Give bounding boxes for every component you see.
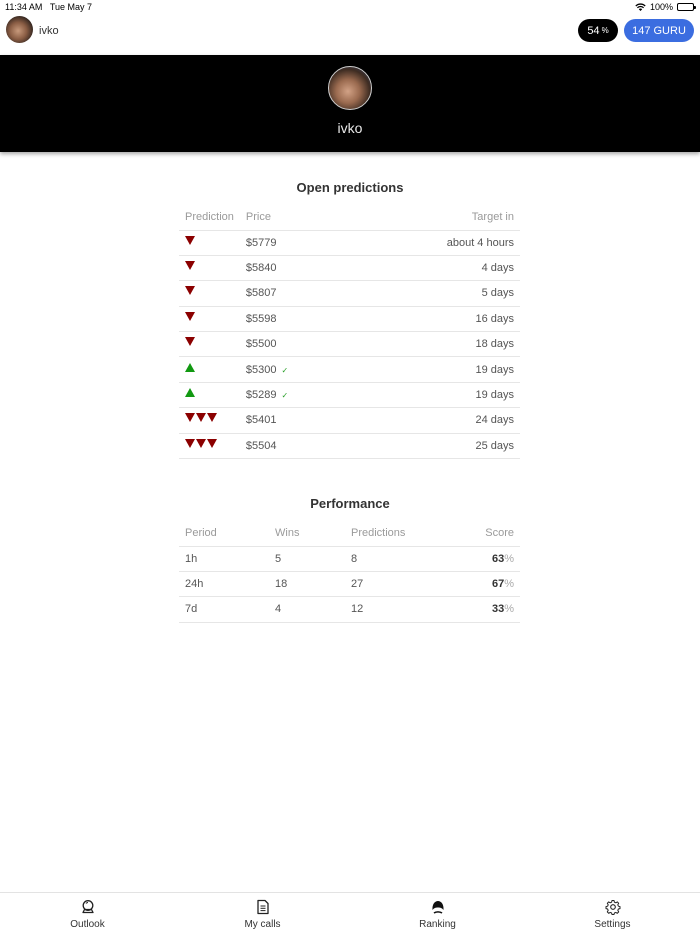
tab-bar [0,892,700,934]
price-cell [240,306,354,331]
price-value: $5807 [245,287,277,300]
open-predictions-title: Open predictions [296,180,404,195]
price-value: $5500 [245,338,277,351]
tab-label: My calls [244,919,281,930]
prediction-direction [179,332,240,357]
status-time: 11:34 AM Tue May 7 [5,2,93,12]
price-value: $5300 [245,363,277,376]
table-row[interactable] [179,408,520,433]
column-header: Prediction [179,205,240,230]
score-cell [453,597,520,622]
status-right [635,2,694,12]
price-cell [240,433,354,458]
status-bar [0,0,700,14]
table-row[interactable] [179,255,520,280]
performance-title: Performance [310,496,390,511]
target-cell: 19 days [354,357,520,382]
target-cell: 25 days [354,433,520,458]
open-predictions-table [179,205,520,459]
arrow-down-icon [207,413,217,422]
tab-ranking[interactable] [350,893,525,934]
price-value: $5289 [245,389,277,402]
price-value: $5779 [245,236,277,249]
prediction-direction [179,382,240,407]
period-cell: 7d [179,597,269,622]
prediction-direction [179,281,240,306]
table-row [179,597,520,622]
profile-avatar [328,66,372,110]
table-row[interactable] [179,306,520,331]
arrow-down-icon [196,413,206,422]
price-cell [240,281,354,306]
top-nav [0,14,700,48]
period-cell: 24h [179,571,269,596]
column-header: Target in [354,205,520,230]
predictions-cell: 27 [345,571,453,596]
arrow-down-icon [185,286,195,295]
score-unit: % [504,603,514,616]
target-cell: 4 days [354,255,520,280]
crystal-ball-icon [80,899,96,915]
prediction-direction [179,357,240,382]
table-row[interactable] [179,433,520,458]
tab-settings[interactable] [525,893,700,934]
column-header: Predictions [345,521,453,546]
arrow-up-icon [185,363,195,372]
column-header: Price [240,205,354,230]
price-value: $5840 [245,262,277,275]
target-cell: 19 days [354,382,520,407]
battery-icon [677,3,694,11]
prediction-direction [179,306,240,331]
tab-label: Ranking [419,919,456,930]
score-cell [453,546,520,571]
check-icon: ✓ [281,391,289,401]
tab-outlook[interactable] [0,893,175,934]
target-cell: 16 days [354,306,520,331]
target-cell: 5 days [354,281,520,306]
prediction-direction [179,230,240,255]
score-value: 33 [491,603,505,616]
prediction-direction [179,433,240,458]
table-row [179,571,520,596]
profile-header [0,55,700,152]
score-unit: % [504,552,514,565]
table-row[interactable] [179,357,520,382]
document-list-icon [255,899,271,915]
target-cell: about 4 hours [354,230,520,255]
wins-cell: 5 [269,546,345,571]
tab-my-calls[interactable] [175,893,350,934]
period-cell: 1h [179,546,269,571]
arrow-up-icon [185,388,195,397]
table-row[interactable] [179,382,520,407]
score-unit: % [504,578,514,591]
price-value: $5504 [245,439,277,452]
column-header: Score [453,521,520,546]
arrow-down-icon [185,337,195,346]
table-row[interactable] [179,332,520,357]
arrow-down-icon [185,261,195,270]
price-value: $5598 [245,312,277,325]
wins-cell: 18 [269,571,345,596]
target-cell: 24 days [354,408,520,433]
accuracy-value: 54 [587,24,600,37]
predictions-cell: 8 [345,546,453,571]
wifi-icon [635,3,646,11]
table-row[interactable] [179,230,520,255]
price-value: $5401 [245,414,277,427]
avatar[interactable] [6,16,33,43]
arrow-down-icon [185,439,195,448]
table-row [179,546,520,571]
score-value: 67 [491,578,505,591]
price-cell [240,255,354,280]
score-value: 63 [491,552,505,565]
table-row[interactable] [179,281,520,306]
tab-label: Outlook [70,919,105,930]
predictions-cell: 12 [345,597,453,622]
price-cell [240,408,354,433]
arrow-down-icon [207,439,217,448]
target-cell: 18 days [354,332,520,357]
accuracy-symbol: % [601,26,609,35]
arrow-down-icon [185,413,195,422]
score-cell [453,571,520,596]
table-header-row [179,205,520,230]
check-icon: ✓ [281,365,289,375]
performance-table [179,521,520,623]
price-cell [240,332,354,357]
arrow-down-icon [185,312,195,321]
arrow-down-icon [196,439,206,448]
price-cell [240,230,354,255]
column-header: Wins [269,521,345,546]
tab-label: Settings [594,919,631,930]
column-header: Period [179,521,269,546]
price-cell [240,382,354,407]
battery-percent: 100% [649,2,673,12]
accuracy-badge[interactable] [578,19,618,42]
gear-icon [605,899,621,915]
price-cell [240,357,354,382]
prediction-direction [179,408,240,433]
guru-icon [430,899,446,915]
profile-name: ivko [337,120,363,136]
guru-badge[interactable]: 147 GURU [624,19,694,42]
arrow-down-icon [185,236,195,245]
table-header-row [179,521,520,546]
prediction-direction [179,255,240,280]
nav-username[interactable]: ivko [39,25,59,37]
wins-cell: 4 [269,597,345,622]
